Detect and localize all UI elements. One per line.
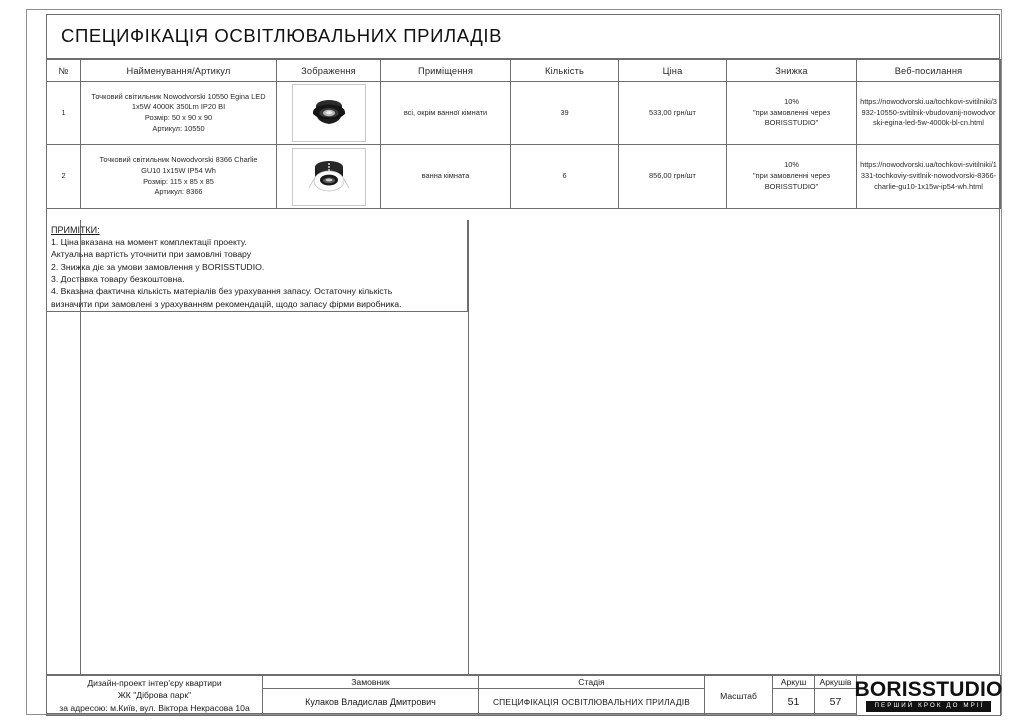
discount-percent: 10% xyxy=(784,96,799,106)
cell-room: ванна кімната xyxy=(381,145,511,209)
notes-line-6: визначити при замовлені з урахуванням рекомендацій, щодо запасу фірми виробника. xyxy=(51,298,402,309)
product-name-line: Точковий світильник Nowodvorski 10550 Egina LED xyxy=(91,91,266,101)
discount-note-line: "при замовленні через xyxy=(752,107,831,117)
stage-value: СПЕЦИФІКАЦІЯ ОСВІТЛЮВАЛЬНИХ ПРИЛАДІВ xyxy=(479,689,705,716)
black-recessed-downlight-icon xyxy=(302,92,356,134)
cell-web-link[interactable]: https://nowodvorski.ua/tochkovi-svitilniki/3932-10550-svitilnik-vbudovanij-nowodvorski-egina-led-5w-4000k-bl-cn.html xyxy=(857,82,1001,145)
sheets-header: Аркушів xyxy=(815,676,857,689)
sheet-header: Аркуш xyxy=(773,676,815,689)
product-image-frame xyxy=(292,148,366,206)
notes-line-4: 3. Доставка товару безкоштовна. xyxy=(51,274,185,285)
sheets-value: 57 xyxy=(815,689,857,716)
product-size-line: Розмір: 115 x 85 x 85 xyxy=(143,176,214,186)
product-size-line: Розмір: 50 x 90 x 90 xyxy=(144,113,213,122)
column-header-link: Веб-посилання xyxy=(857,60,1001,82)
company-logo xyxy=(854,676,1003,716)
stage-header: Стадія xyxy=(479,676,705,689)
discount-note-line: BORISSTUDIO" xyxy=(764,181,819,191)
discount-percent: 10% xyxy=(784,160,799,170)
cell-quantity: 39 xyxy=(511,82,619,145)
cell-price: 856,00 грн/шт xyxy=(619,145,727,209)
sheet-value: 51 xyxy=(773,689,815,716)
product-image-frame xyxy=(292,84,366,142)
product-spec-line: 1x5W 4000K 350Lm IP20 BI xyxy=(131,102,226,112)
column-rule-notes-right xyxy=(468,220,469,675)
title-block xyxy=(46,675,1003,714)
cell-quantity: 6 xyxy=(511,145,619,209)
cell-product-image xyxy=(277,145,381,209)
cell-number: 1 xyxy=(47,82,81,145)
white-black-downlight-icon xyxy=(302,155,356,199)
title-strip xyxy=(46,14,1000,59)
project-line-1: Дизайн-проект інтер'єру квартири xyxy=(87,678,222,689)
title-block-table xyxy=(46,675,1001,716)
notes-block xyxy=(46,220,468,312)
cell-product-name xyxy=(81,145,277,209)
logo-wordmark: BORISSTUDIO xyxy=(854,678,1003,702)
product-article-line: Артикул: 8366 xyxy=(154,187,203,197)
cell-room: всі, окрім ванної кімнати xyxy=(381,82,511,145)
notes-and-blank-area xyxy=(46,220,1000,675)
project-info-cell xyxy=(47,676,263,716)
cell-product-image xyxy=(277,82,381,145)
client-value: Кулаков Владислав Дмитрович xyxy=(263,689,479,716)
specification-table-wrapper xyxy=(46,59,1000,209)
cell-discount xyxy=(727,82,857,145)
column-header-image: Зображення xyxy=(277,60,381,82)
cell-product-name xyxy=(81,82,277,145)
column-header-room: Приміщення xyxy=(381,60,511,82)
product-name-line: Точковий світильник Nowodvorski 8366 Charlie xyxy=(99,155,258,165)
notes-line-2: Актуальна вартість уточнити при замовлні товару xyxy=(51,249,252,260)
page-title: СПЕЦИФІКАЦІЯ ОСВІТЛЮВАЛЬНИХ ПРИЛАДІВ xyxy=(61,25,503,46)
product-spec-line: GU10 1x15W IP54 Wh xyxy=(141,165,216,175)
column-header-discount: Знижка xyxy=(727,60,857,82)
cell-number: 2 xyxy=(47,145,81,209)
table-row xyxy=(47,82,1001,145)
notes-line-1: 1. Ціна вказана на момент комплектації проекту. xyxy=(51,237,247,247)
project-line-2: ЖК "Діброва парк" xyxy=(117,690,192,701)
column-header-name: Найменування/Артикул xyxy=(81,60,277,82)
table-row xyxy=(47,145,1001,209)
column-header-number: № xyxy=(47,60,81,82)
specification-table xyxy=(46,59,1001,209)
notes-title: ПРИМІТКИ: xyxy=(51,225,100,235)
notes-line-3: 2. Знижка діє за умови замовлення у BORISSTUDIO. xyxy=(51,261,265,272)
scale-header: Масштаб xyxy=(705,676,773,716)
cell-price: 533,00 грн/шт xyxy=(619,82,727,145)
cell-web-link[interactable]: https://nowodvorski.ua/tochkovi-svitilniki/1331-tochkoviy-svitlnik-nowodvorski-8366-charlie-gu10-1x15w-ip54-wh.html xyxy=(857,145,1001,209)
logo-tagline: ПЕРШИЙ КРОК ДО МРІЇ xyxy=(866,701,990,711)
client-header: Замовник xyxy=(263,676,479,689)
discount-note-line: "при замовленні через xyxy=(752,171,831,181)
column-header-quantity: Кількість xyxy=(511,60,619,82)
column-header-price: Ціна xyxy=(619,60,727,82)
cell-discount xyxy=(727,145,857,209)
table-header-row xyxy=(47,60,1001,82)
discount-note-line: BORISSTUDIO" xyxy=(764,118,819,128)
project-line-3: за адресою: м.Київ, вул. Віктора Некрасова 10а xyxy=(59,702,250,713)
product-article-line: Артикул: 10550 xyxy=(152,123,205,133)
notes-line-5: 4. Вказана фактична кількість матеріалів без урахування запасу. Остаточну кількість xyxy=(51,286,393,297)
logo-box xyxy=(854,676,1003,715)
